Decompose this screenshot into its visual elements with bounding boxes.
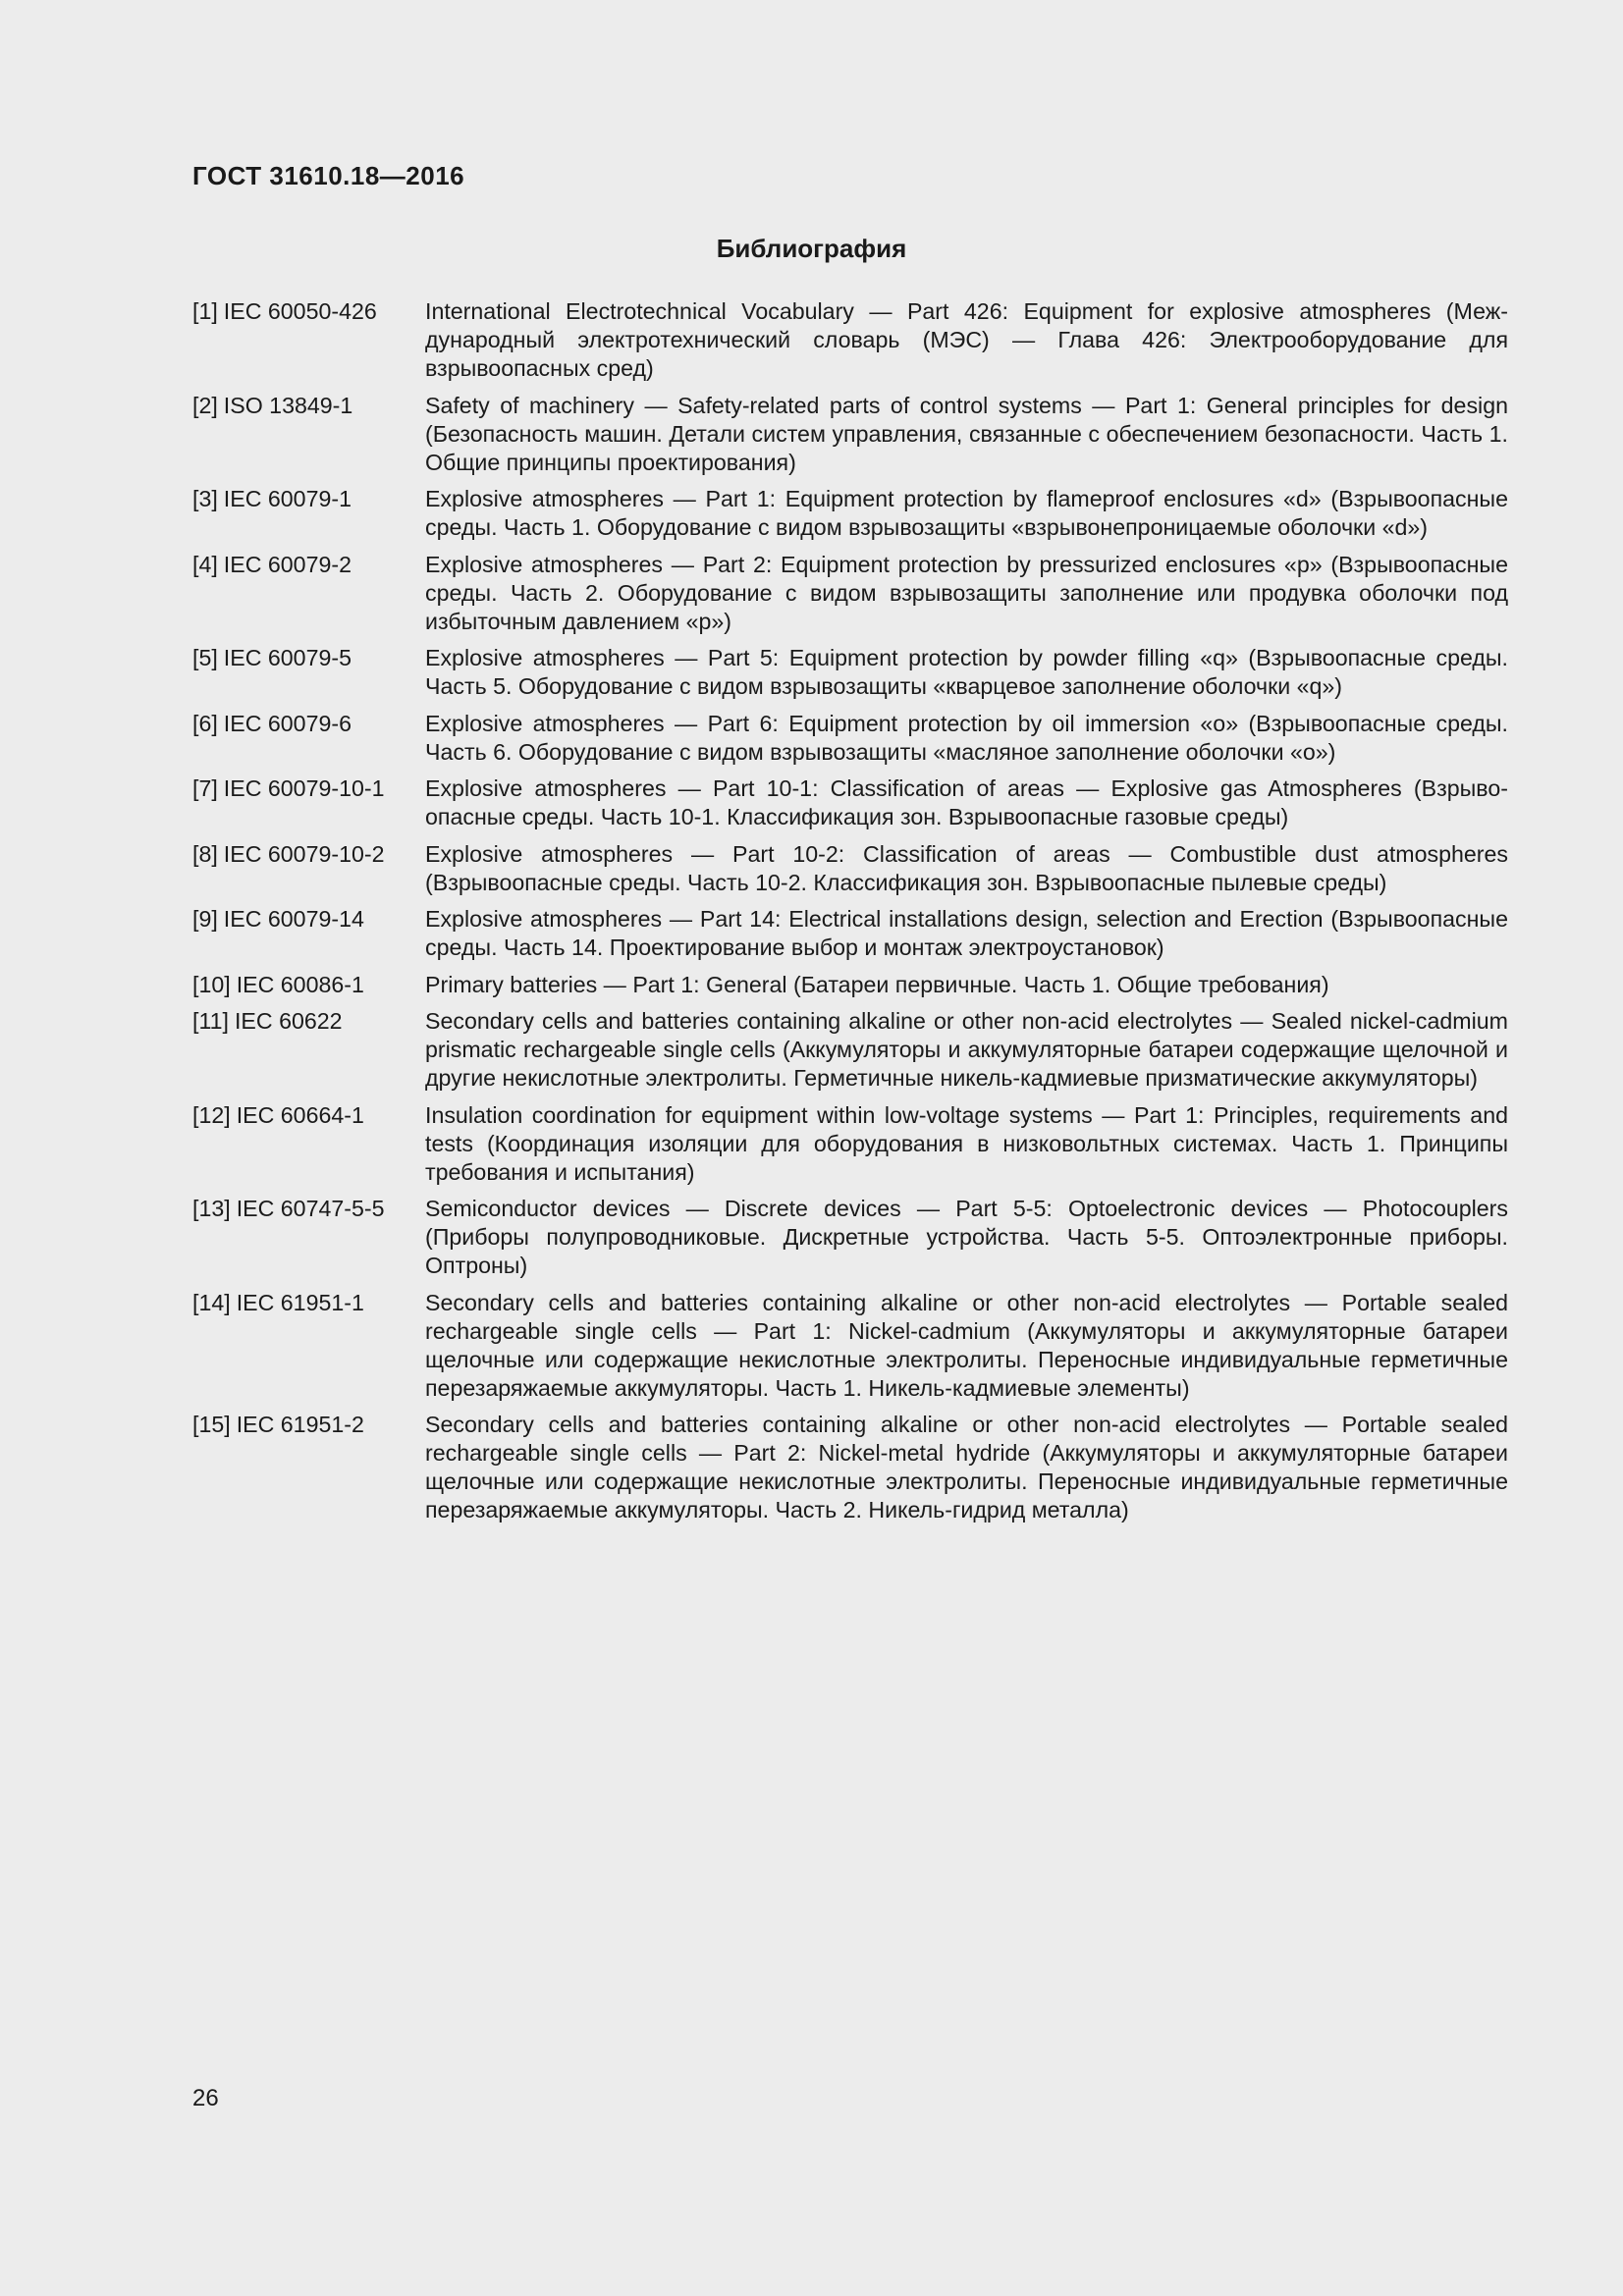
entry-number: [2] bbox=[192, 392, 218, 418]
entry-description: Explosive atmospheres — Part 10-2: Classification of areas — Combustible dust atmospheres (Взрывоопасные среды. Часть 10-2. Классификация зон. Взрывоопасные пылевые среды) bbox=[425, 840, 1508, 895]
bibliography-entry bbox=[192, 1007, 1508, 1093]
entry-reference bbox=[192, 971, 425, 999]
entry-reference bbox=[192, 840, 425, 869]
entry-code: IEC 60079-14 bbox=[223, 906, 364, 932]
bibliography-entry bbox=[192, 485, 1508, 542]
entry-code: IEC 60079-6 bbox=[223, 710, 352, 736]
entry-code: IEC 60079-5 bbox=[223, 645, 352, 670]
entry-number: [12] bbox=[192, 1101, 231, 1128]
entry-number: [10] bbox=[192, 971, 231, 997]
bibliography-entry bbox=[192, 971, 1508, 999]
entry-number: [5] bbox=[192, 645, 218, 670]
entry-reference bbox=[192, 1195, 425, 1223]
entry-reference bbox=[192, 644, 425, 672]
entry-reference bbox=[192, 297, 425, 326]
entry-reference bbox=[192, 1101, 425, 1130]
bibliography-entry bbox=[192, 551, 1508, 636]
bibliography-entry bbox=[192, 297, 1508, 383]
bibliography-list bbox=[192, 297, 1508, 1533]
entry-number: [9] bbox=[192, 906, 218, 932]
entry-description: Safety of machinery — Safety-related parts of control systems — Part 1: General principles for design (Безопасность машин. Детали систем управления, связанные с обеспечением безопасности. Часть 1. Общие принципы проектирования) bbox=[425, 392, 1508, 475]
entry-code: IEC 60050-426 bbox=[223, 298, 377, 324]
bibliography-entry bbox=[192, 905, 1508, 962]
entry-number: [1] bbox=[192, 298, 218, 324]
entry-number: [8] bbox=[192, 840, 218, 867]
bibliography-entry bbox=[192, 392, 1508, 477]
entry-number: [11] bbox=[192, 1008, 229, 1034]
entry-reference bbox=[192, 774, 425, 803]
entry-description: Explosive atmospheres — Part 10-1: Classification of areas — Explosive gas Atmospheres (Взрывоопасные среды. Часть 10-1. Классификация зон. Взрывоопасные газовые среды) bbox=[425, 775, 1508, 829]
entry-number: [3] bbox=[192, 486, 218, 511]
entry-reference bbox=[192, 392, 425, 420]
entry-description: Explosive atmospheres — Part 6: Equipment protection by oil immersion «o» (Взрывоопасные среды. Часть 6. Оборудование с видом взрывозащиты «масляное заполнение оболочки «o») bbox=[425, 710, 1508, 765]
entry-number: [14] bbox=[192, 1289, 231, 1315]
bibliography-entry bbox=[192, 1411, 1508, 1524]
entry-code: IEC 60079-10-1 bbox=[223, 775, 385, 801]
entry-description: Explosive atmospheres — Part 14: Electrical installations design, selection and Erection (Взрывоопасные среды. Часть 14. Проектирование выбор и монтаж электроустановок) bbox=[425, 906, 1508, 960]
entry-code: IEC 60664-1 bbox=[236, 1101, 364, 1128]
bibliography-entry bbox=[192, 1101, 1508, 1187]
entry-reference bbox=[192, 1007, 425, 1036]
entry-code: IEC 61951-1 bbox=[236, 1289, 364, 1315]
entry-reference bbox=[192, 485, 425, 513]
entry-description: Secondary cells and batteries containing alkaline or other non-acid electrolytes — Sealed nickel-cadmium prismatic rechargeable single cells (Аккумуляторы и аккумуляторные батареи содержащие щелочной и другие некислотные электролиты. Герметичные никель-кадмиевые призматические аккумуляторы) bbox=[425, 1008, 1508, 1091]
entry-reference bbox=[192, 710, 425, 738]
bibliography-entry bbox=[192, 774, 1508, 831]
entry-description: Semiconductor devices — Discrete devices — Part 5-5: Optoelectronic devices — Photocouplers (Приборы полупроводниковые. Дискретные устройства. Часть 5-5. Оптоэлектронные приборы. Оптроны) bbox=[425, 1196, 1508, 1278]
entry-code: IEC 60079-1 bbox=[223, 486, 352, 511]
entry-code: IEC 60086-1 bbox=[236, 971, 364, 997]
section-title: Библиография bbox=[716, 234, 907, 263]
entry-number: [15] bbox=[192, 1412, 231, 1437]
bibliography-entry bbox=[192, 1195, 1508, 1280]
entry-code: IEC 61951-2 bbox=[236, 1412, 364, 1437]
bibliography-entry bbox=[192, 710, 1508, 767]
entry-reference bbox=[192, 1289, 425, 1317]
entry-number: [13] bbox=[192, 1196, 231, 1221]
bibliography-entry bbox=[192, 644, 1508, 701]
document-header: ГОСТ 31610.18—2016 bbox=[192, 161, 465, 190]
entry-reference bbox=[192, 905, 425, 934]
entry-description: Explosive atmospheres — Part 2: Equipment protection by pressurized enclosures «p» (Взрывоопасные среды. Часть 2. Оборудование с видом взрывозащиты заполнение или продувка оболочки под избыточным давлением «p») bbox=[425, 551, 1508, 634]
entry-reference bbox=[192, 551, 425, 579]
entry-code: ISO 13849-1 bbox=[223, 392, 353, 418]
page-number: 26 bbox=[192, 2085, 219, 2111]
entry-number: [7] bbox=[192, 775, 218, 801]
entry-code: IEC 60747-5-5 bbox=[236, 1196, 385, 1221]
entry-description: Insulation coordination for equipment within low-voltage systems — Part 1: Principles, requirements and tests (Координация изоляции для оборудования в низковольтных системах. Часть 1. Принципы требования и испытания) bbox=[425, 1101, 1508, 1185]
entry-number: [4] bbox=[192, 551, 218, 577]
entry-description: Secondary cells and batteries containing alkaline or other non-acid electrolytes — Portable sealed rechargeable single cells — Part 1: Nickel-cadmium (Аккумуляторы и аккумуляторные батареи щелочные или содержащие некислотные электролиты. Переносные индивидуальные герметичные перезаряжаемые аккумуляторы. Часть 1. Никель-кадмиевые элементы) bbox=[425, 1289, 1508, 1401]
entry-number: [6] bbox=[192, 710, 218, 736]
entry-reference bbox=[192, 1411, 425, 1439]
entry-code: IEC 60079-10-2 bbox=[223, 840, 385, 867]
bibliography-entry bbox=[192, 840, 1508, 897]
entry-description: Secondary cells and batteries containing alkaline or other non-acid electrolytes — Portable sealed rechargeable single cells — Part 2: Nickel-metal hydride (Аккумуляторы и аккумуляторные батареи щелочные или содержащие некислотные электролиты. Переносные индивидуальные герметичные перезаряжаемые аккумуляторы. Часть 2. Никель-гидрид металла) bbox=[425, 1412, 1508, 1522]
entry-description: Primary batteries — Part 1: General (Батареи первичные. Часть 1. Общие требования) bbox=[425, 971, 1329, 997]
entry-description: International Electrotechnical Vocabulary — Part 426: Equipment for explosive atmospheres (Международный электротехнический словарь (МЭС) — Глава 426: Электрооборудование для взрывоопасных сред) bbox=[425, 298, 1508, 381]
entry-code: IEC 60622 bbox=[234, 1008, 343, 1034]
entry-description: Explosive atmospheres — Part 5: Equipment protection by powder filling «q» (Взрывоопасные среды. Часть 5. Оборудование с видом взрывозащиты «кварцевое заполнение оболочки «q») bbox=[425, 645, 1508, 699]
entry-description: Explosive atmospheres — Part 1: Equipment protection by flameproof enclosures «d» (Взрывоопасные среды. Часть 1. Оборудование с видом взрывозащиты «взрывонепроницаемые оболочки «d») bbox=[425, 486, 1508, 540]
entry-code: IEC 60079-2 bbox=[223, 551, 352, 577]
bibliography-entry bbox=[192, 1289, 1508, 1403]
